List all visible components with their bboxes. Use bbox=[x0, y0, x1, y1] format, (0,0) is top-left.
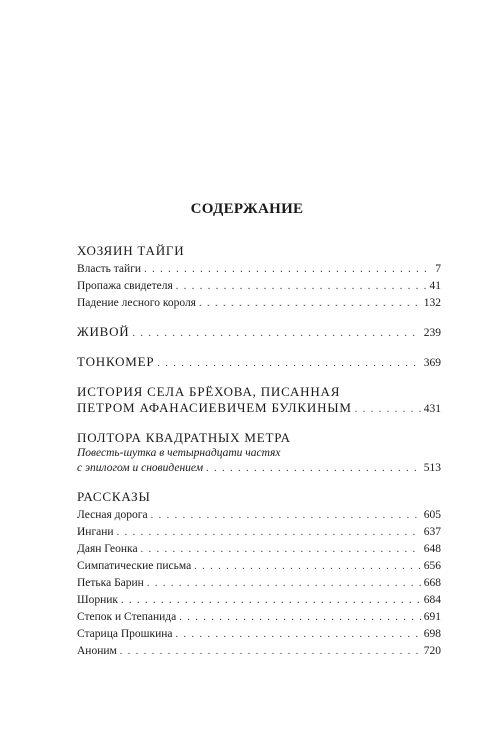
toc-entry[interactable] bbox=[77, 609, 441, 626]
toc-entry[interactable] bbox=[77, 261, 441, 278]
toc-entry[interactable] bbox=[77, 295, 441, 312]
toc-entry[interactable] bbox=[77, 626, 441, 643]
dot-leader bbox=[120, 644, 421, 660]
entry-title: Пропажа свидетеля bbox=[77, 280, 173, 292]
dot-leader bbox=[194, 559, 421, 575]
toc-entry[interactable] bbox=[77, 592, 441, 609]
toc-entry[interactable] bbox=[77, 558, 441, 575]
section-heading: ПОЛТОРА КВАДРАТНЫХ МЕТРА bbox=[77, 430, 291, 445]
dot-leader bbox=[147, 576, 421, 592]
dot-leader bbox=[179, 610, 421, 626]
dot-leader bbox=[121, 593, 421, 609]
entry-page: 605 bbox=[423, 509, 441, 521]
entry-page: 720 bbox=[423, 645, 441, 657]
entry-page: 691 bbox=[423, 611, 441, 623]
toc-entry[interactable] bbox=[77, 400, 441, 418]
section-heading: ИСТОРИЯ СЕЛА БРЁХОВА, ПИСАННАЯ bbox=[77, 384, 341, 399]
entry-title: с эпилогом и сновидением bbox=[77, 462, 204, 474]
dot-leader bbox=[141, 542, 421, 558]
entry-page: 513 bbox=[423, 462, 441, 474]
toc-entry[interactable] bbox=[77, 507, 441, 524]
toc-entry[interactable] bbox=[77, 354, 441, 372]
entry-title: ТОНКОМЕР bbox=[77, 354, 155, 369]
section-heading: РАССКАЗЫ bbox=[77, 489, 151, 504]
toc-section-tonkomer bbox=[77, 354, 441, 372]
entry-title: ПЕТРОМ АФАНАСИЕВИЧЕМ БУЛКИНЫМ bbox=[77, 400, 352, 415]
dot-leader bbox=[355, 402, 421, 418]
entry-page: 239 bbox=[423, 327, 441, 339]
entry-title: Власть тайги bbox=[77, 263, 142, 275]
toc-section-khozyain-taigi bbox=[77, 243, 441, 312]
toc-section-rasskazy bbox=[77, 489, 441, 660]
entry-page: 698 bbox=[423, 628, 441, 640]
dot-leader bbox=[157, 356, 420, 372]
entry-page: 668 bbox=[423, 577, 441, 589]
dot-leader bbox=[199, 296, 421, 312]
entry-page: 7 bbox=[435, 263, 441, 275]
entry-page: 656 bbox=[423, 560, 441, 572]
entry-page: 637 bbox=[423, 526, 441, 538]
dot-leader bbox=[176, 279, 427, 295]
toc-entry[interactable] bbox=[77, 524, 441, 541]
entry-page: 648 bbox=[423, 543, 441, 555]
entry-title: Падение лесного короля bbox=[77, 297, 196, 309]
entry-title: Даян Геонка bbox=[77, 543, 138, 555]
entry-title: Петька Барин bbox=[77, 577, 144, 589]
page-title: СОДЕРЖАНИЕ bbox=[190, 201, 304, 217]
toc-entry[interactable] bbox=[77, 324, 441, 342]
entry-title: Лесная дорога bbox=[77, 509, 148, 521]
toc-entry[interactable] bbox=[77, 575, 441, 592]
entry-title: Ингани bbox=[77, 526, 114, 538]
dot-leader bbox=[176, 627, 421, 643]
entry-title: Шорник bbox=[77, 594, 118, 606]
toc-entry[interactable] bbox=[77, 278, 441, 295]
entry-page: 431 bbox=[423, 403, 441, 415]
entry-page: 132 bbox=[423, 297, 441, 309]
entry-page: 369 bbox=[423, 357, 441, 369]
entry-title: Симпатические письма bbox=[77, 560, 192, 572]
toc-section-poltora-metra bbox=[77, 430, 441, 477]
toc-section-zhivoi bbox=[77, 324, 441, 342]
entry-page: 684 bbox=[423, 594, 441, 606]
dot-leader bbox=[151, 508, 421, 524]
entry-title: Степок и Степанида bbox=[77, 611, 177, 623]
dot-leader bbox=[132, 326, 420, 342]
section-subtitle: Повесть-шутка в четырнадцати частях bbox=[77, 447, 281, 459]
entry-title: Аноним bbox=[77, 645, 117, 657]
toc-entry[interactable] bbox=[77, 643, 441, 660]
toc-section-istoriya-sela bbox=[77, 384, 441, 418]
entry-page: 41 bbox=[429, 280, 441, 292]
dot-leader bbox=[206, 461, 421, 477]
table-of-contents bbox=[77, 243, 441, 672]
section-heading: ХОЗЯИН ТАЙГИ bbox=[77, 243, 185, 258]
toc-entry[interactable] bbox=[77, 460, 441, 477]
entry-title: Старица Прошкина bbox=[77, 628, 173, 640]
dot-leader bbox=[144, 262, 432, 278]
dot-leader bbox=[117, 525, 421, 541]
toc-entry[interactable] bbox=[77, 541, 441, 558]
entry-title: ЖИВОЙ bbox=[77, 324, 130, 339]
